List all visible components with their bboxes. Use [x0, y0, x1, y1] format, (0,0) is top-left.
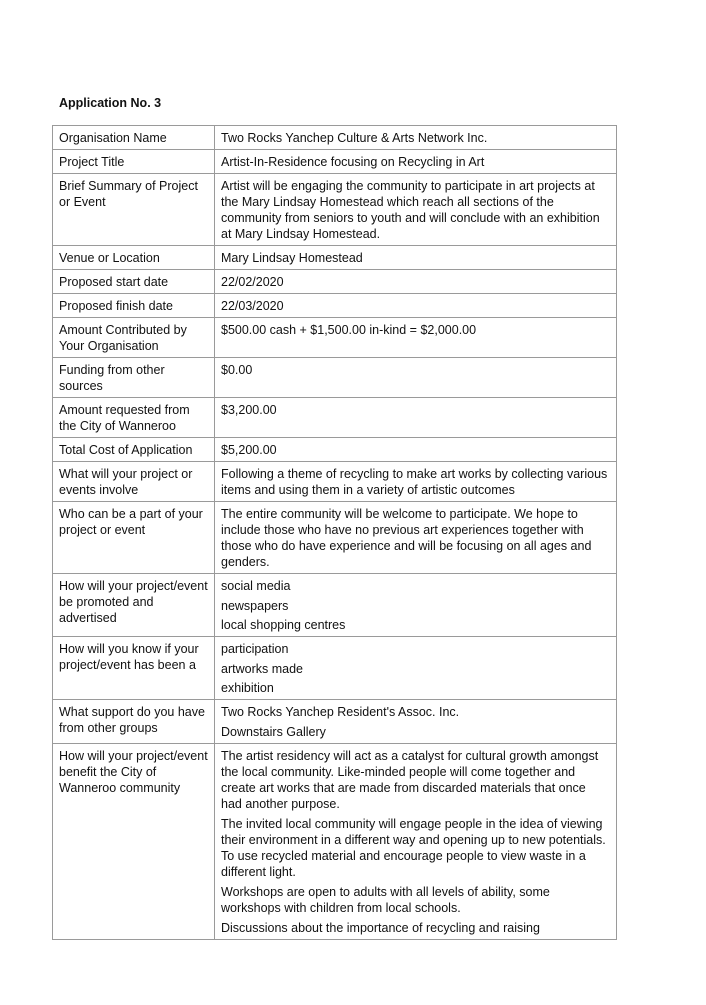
- table-row: [53, 574, 617, 637]
- row-value: [215, 637, 617, 700]
- paragraph: The invited local community will engage people in the idea of viewing their environment in a different way and opening up to new potentials. To use recycled material and encourage people to view waste in a different light.: [221, 816, 606, 879]
- row-label: Project Title: [53, 150, 215, 174]
- row-label: What will your project or events involve: [53, 462, 215, 502]
- table-row: [53, 398, 617, 438]
- table-row: [53, 270, 617, 294]
- row-label: Funding from other sources: [53, 358, 215, 398]
- row-value: $5,200.00: [215, 438, 617, 462]
- table-row: [53, 318, 617, 358]
- row-value: $0.00: [215, 358, 617, 398]
- application-table: [52, 125, 617, 940]
- table-row: [53, 438, 617, 462]
- row-label: Brief Summary of Project or Event: [53, 174, 215, 246]
- row-label: How will your project/event benefit the City of Wanneroo community: [53, 743, 215, 939]
- row-value: $3,200.00: [215, 398, 617, 438]
- row-label: Total Cost of Application: [53, 438, 215, 462]
- list-item: newspapers: [221, 598, 289, 613]
- row-label: What support do you have from other groups: [53, 700, 215, 744]
- row-label: Amount requested from the City of Wanneroo: [53, 398, 215, 438]
- row-value: $500.00 cash + $1,500.00 in-kind = $2,000.00: [215, 318, 617, 358]
- row-label: How will you know if your project/event has been a: [53, 637, 215, 700]
- row-label: Proposed finish date: [53, 294, 215, 318]
- row-value: [215, 700, 617, 744]
- row-label: Venue or Location: [53, 246, 215, 270]
- row-value: Two Rocks Yanchep Culture & Arts Network Inc.: [215, 126, 617, 150]
- row-label: Organisation Name: [53, 126, 215, 150]
- paragraph: Discussions about the importance of recycling and raising: [221, 920, 540, 935]
- paragraph: Workshops are open to adults with all levels of ability, some workshops with children from local schools.: [221, 884, 550, 915]
- row-value: Following a theme of recycling to make art works by collecting various items and using them in a variety of artistic outcomes: [215, 462, 617, 502]
- table-row: [53, 700, 617, 744]
- row-value: 22/03/2020: [215, 294, 617, 318]
- row-value: Mary Lindsay Homestead: [215, 246, 617, 270]
- row-label: Amount Contributed by Your Organisation: [53, 318, 215, 358]
- list-item: social media: [221, 579, 291, 593]
- row-label: How will your project/event be promoted and advertised: [53, 574, 215, 637]
- row-value: [215, 743, 617, 939]
- row-value: [215, 574, 617, 637]
- row-value: 22/02/2020: [215, 270, 617, 294]
- table-row: [53, 126, 617, 150]
- list-item: artworks made: [221, 661, 303, 676]
- list-item: local shopping centres: [221, 618, 346, 632]
- table-row: [53, 358, 617, 398]
- list-item: Downstairs Gallery: [221, 724, 326, 739]
- table-row: [53, 174, 617, 246]
- row-value: Artist-In-Residence focusing on Recycling in Art: [215, 150, 617, 174]
- table-row: [53, 246, 617, 270]
- table-row: [53, 294, 617, 318]
- page-heading: Application No. 3: [59, 96, 162, 110]
- list-item: Two Rocks Yanchep Resident's Assoc. Inc.: [221, 705, 460, 719]
- row-label: Proposed start date: [53, 270, 215, 294]
- row-value: Artist will be engaging the community to participate in art projects at the Mary Lindsay Homestead which reach all sections of the community from seniors to youth and will conclude with an exhibition at Mary Lindsay Homestead.: [215, 174, 617, 246]
- table-row: [53, 502, 617, 574]
- row-value: The entire community will be welcome to participate. We hope to include those who have no previous art experiences together with those who do have experience and will be focusing on all ages and genders.: [215, 502, 617, 574]
- row-label: Who can be a part of your project or event: [53, 502, 215, 574]
- paragraph: The artist residency will act as a catalyst for cultural growth amongst the local community. Like-minded people will come together and create art works that are made from discarded materials that once had another purpose.: [221, 748, 599, 811]
- table-row: [53, 150, 617, 174]
- list-item: exhibition: [221, 681, 274, 695]
- list-item: participation: [221, 642, 289, 656]
- table-row: [53, 743, 617, 939]
- table-row: [53, 637, 617, 700]
- table-row: [53, 462, 617, 502]
